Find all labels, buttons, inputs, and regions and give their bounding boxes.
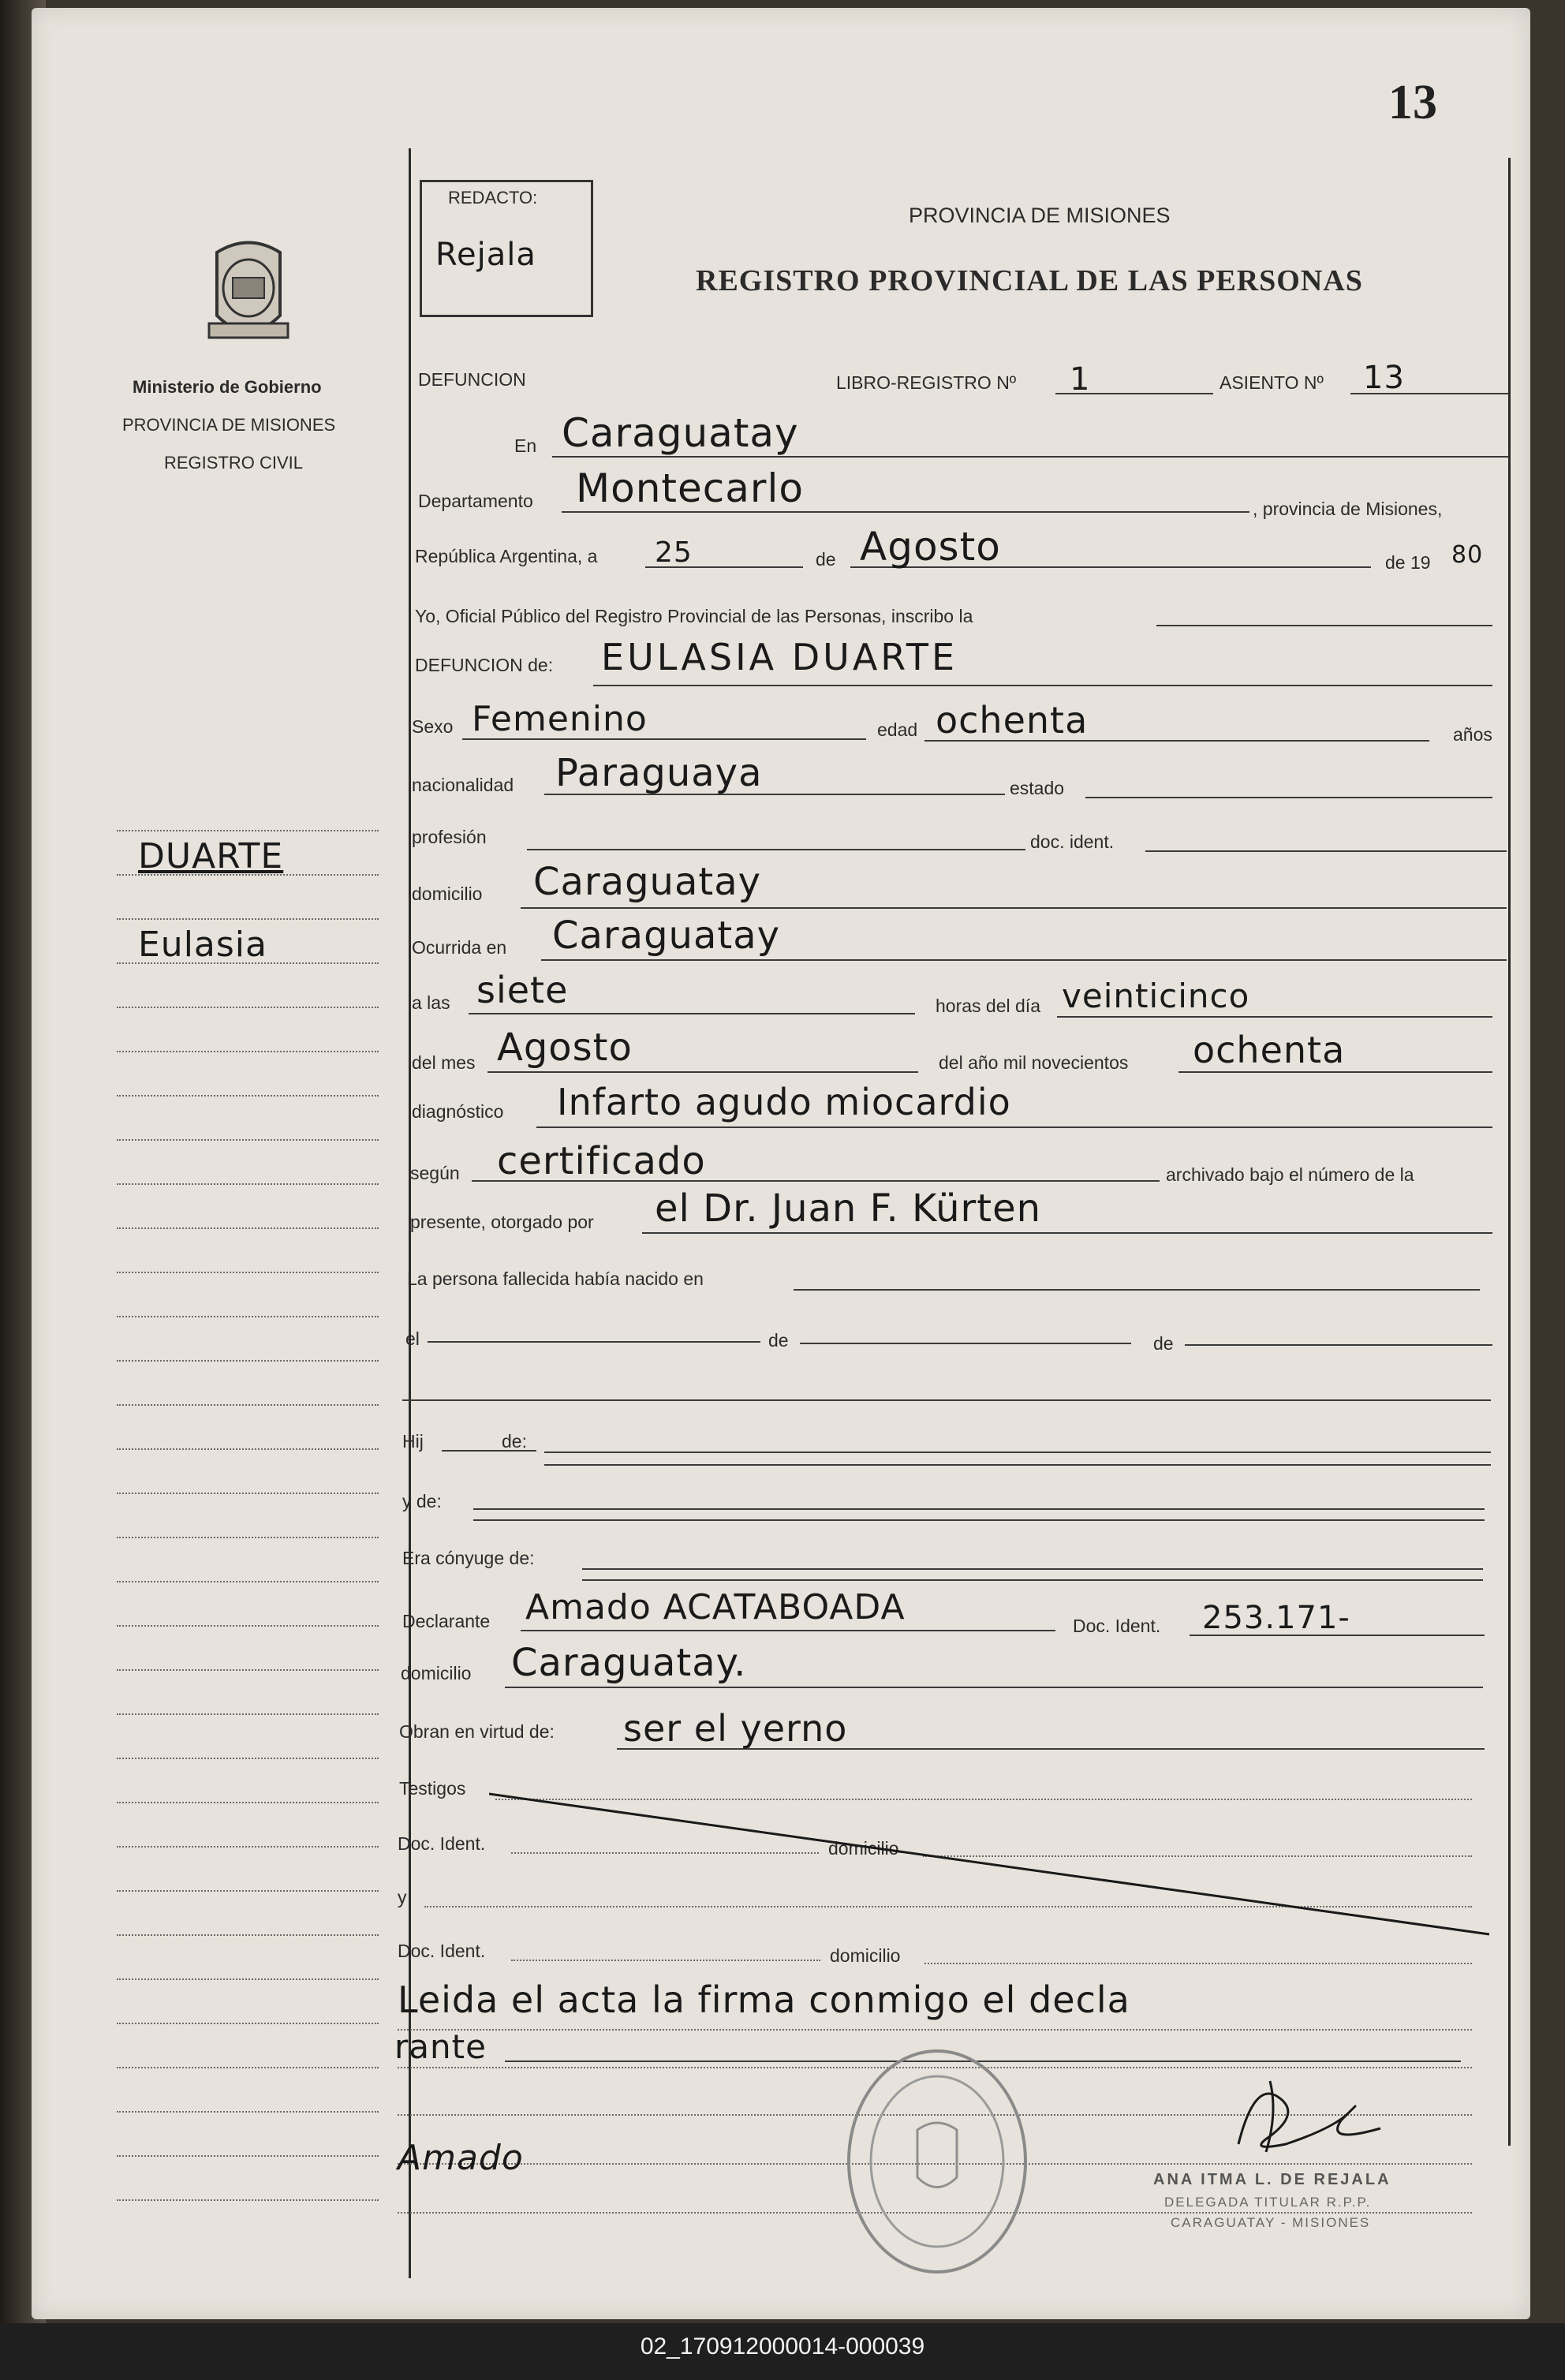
margin-ruled-line [117, 1139, 379, 1141]
margin-ruled-line [117, 1316, 379, 1317]
sexo-value: Femenino [472, 699, 648, 739]
segun-label: según [410, 1163, 460, 1183]
official-stamp-line1: ANA ITMA L. DE REJALA [1153, 2171, 1391, 2188]
ocurrida-value: Caraguatay [552, 914, 781, 958]
departamento-line [562, 511, 1249, 513]
doc-ident-line [1145, 850, 1507, 852]
republica-label: República Argentina, a [415, 546, 598, 566]
official-stamp-line2: DELEGADA TITULAR R.P.P. [1164, 2195, 1372, 2210]
margin-ruled-line [117, 2199, 379, 2201]
margin-ruled-line [117, 1007, 379, 1008]
yde-line2 [473, 1519, 1485, 1521]
alas-line [469, 1013, 915, 1014]
margin-ruled-line [117, 1448, 379, 1450]
diagnostico-line [536, 1126, 1492, 1128]
yo-line [1156, 625, 1492, 626]
el-line [428, 1341, 760, 1343]
obran-label: Obran en virtud de: [399, 1721, 555, 1742]
nacionalidad-label: nacionalidad [412, 775, 514, 795]
decl-domicilio-value: Caraguatay. [511, 1641, 747, 1685]
right-rule [1508, 158, 1511, 2146]
horas-label: horas del día [936, 996, 1040, 1016]
t-doc2-label: Doc. Ident. [398, 1941, 486, 1961]
de-label: de [816, 549, 836, 570]
domicilio-label: domicilio [412, 884, 483, 904]
declarante-line [521, 1630, 1055, 1631]
margin-ruled-line [117, 1581, 379, 1582]
diagnostico-value: Infarto agudo miocardio [557, 1081, 1011, 1123]
redacto-label: REDACTO: [448, 188, 538, 207]
horas-value: veinticinco [1062, 977, 1250, 1015]
libro-value: 1 [1070, 361, 1091, 398]
diagnostico-label: diagnóstico [412, 1101, 504, 1122]
hij-label: Hij [402, 1431, 424, 1452]
margin-ruled-line [117, 1758, 379, 1759]
margin-ruled-line [117, 1272, 379, 1273]
nacionalidad-value: Paraguaya [555, 751, 763, 795]
yo-label: Yo, Oficial Público del Registro Provincial de las Personas, inscribo la [415, 606, 973, 626]
margin-ruled-line [117, 2111, 379, 2113]
asiento-label: ASIENTO Nº [1220, 372, 1324, 393]
ocurrida-label: Ocurrida en [412, 937, 507, 958]
delmes-value: Agosto [497, 1026, 633, 1070]
alas-label: a las [412, 992, 450, 1013]
defuncion-de-line [593, 685, 1492, 686]
hij-de-line2 [544, 1464, 1491, 1466]
declarante-label: Declarante [402, 1611, 491, 1631]
hij-de-label: de: [502, 1431, 527, 1452]
edad-label: edad [877, 719, 918, 740]
margin-surname: DUARTE [138, 836, 284, 876]
margin-ruled-line [117, 1802, 379, 1803]
delano-value: ochenta [1193, 1029, 1346, 1071]
testigos-label: Testigos [399, 1778, 466, 1799]
closing-line1-rule [398, 2029, 1472, 2031]
de1-label: de [768, 1330, 789, 1351]
margin-ruled-line [117, 1934, 379, 1936]
header-province: PROVINCIA DE MISIONES [909, 204, 1171, 227]
margin-ruled-line [117, 1051, 379, 1052]
redacto-value: Rejala [435, 237, 536, 273]
delano-line [1178, 1071, 1492, 1073]
yde-label: y de: [402, 1491, 442, 1511]
ministry-line2: PROVINCIA DE MISIONES [122, 415, 336, 435]
decl-doc-value: 253.171- [1202, 1600, 1350, 1636]
month-value: Agosto [860, 524, 1001, 570]
closing-line1: Leida el acta la firma conmigo el decla [398, 1978, 1130, 2021]
nacido-label: La persona fallecida había nacido en [407, 1268, 704, 1289]
conyuge-line2 [582, 1579, 1483, 1581]
en-label: En [514, 435, 537, 456]
margin-ruled-line [117, 918, 379, 920]
horas-line [1057, 1016, 1492, 1018]
t-doc2-line [511, 1960, 820, 1961]
year-value: 80 [1451, 541, 1484, 569]
presente-label: presente, otorgado por [410, 1212, 594, 1232]
margin-ruled-line [117, 1183, 379, 1185]
alas-value: siete [476, 969, 569, 1011]
margin-given-name: Eulasia [138, 925, 267, 965]
provincia-label: , provincia de Misiones, [1253, 499, 1443, 519]
yde-line [473, 1508, 1485, 1510]
margin-ruled-line [117, 1493, 379, 1494]
decl-domicilio-label: domicilio [401, 1663, 472, 1683]
de2-label: de [1153, 1333, 1174, 1354]
margin-ruled-line [117, 1360, 379, 1362]
margin-ruled-line [117, 2155, 379, 2157]
decl-doc-label: Doc. Ident. [1073, 1616, 1161, 1636]
profesion-label: profesión [412, 827, 487, 847]
segun-value: certificado [497, 1139, 706, 1183]
t-dom2-label: domicilio [830, 1945, 901, 1966]
margin-ruled-line [117, 1978, 379, 1980]
margin-ruled-line [117, 1537, 379, 1538]
margin-ruled-line [117, 1404, 379, 1406]
margin-ruled-line [117, 1669, 379, 1671]
sexo-label: Sexo [412, 716, 454, 737]
official-stamp-line3: CARAGUATAY - MISIONES [1171, 2215, 1371, 2230]
closing-line2: rante [394, 2027, 487, 2066]
birth-extra-line [402, 1399, 1491, 1401]
margin-ruled-line [117, 1625, 379, 1627]
coat-of-arms-icon [201, 229, 296, 355]
hij-de-line [544, 1452, 1491, 1453]
testigos-cancel-stroke [489, 1783, 1499, 1941]
margin-ruled-line [117, 2067, 379, 2068]
decl-domicilio-line [505, 1687, 1483, 1688]
day-value: 25 [655, 536, 693, 569]
margin-ruled-line [117, 1713, 379, 1715]
libro-label: LIBRO-REGISTRO Nº [836, 372, 1017, 393]
departamento-label: Departamento [418, 491, 533, 511]
declarante-value: Amado ACATABOADA [525, 1587, 906, 1627]
margin-ruled-line [117, 1890, 379, 1892]
presente-value: el Dr. Juan F. Kürten [655, 1186, 1042, 1231]
domicilio-line [521, 907, 1507, 909]
margin-ruled-line [117, 1095, 379, 1097]
delmes-line [487, 1071, 918, 1073]
defuncion-de-value: EULASIA DUARTE [601, 636, 958, 678]
t-y-label: y [398, 1887, 407, 1907]
conyuge-line [582, 1568, 1483, 1570]
en-line [552, 456, 1508, 458]
en-value: Caraguatay [562, 410, 799, 456]
edad-value: ochenta [936, 699, 1089, 742]
margin-ruled-line [117, 1227, 379, 1229]
conyuge-label: Era cónyuge de: [402, 1548, 535, 1568]
obran-value: ser el yerno [623, 1707, 848, 1750]
file-name: 02_170912000014-000039 [640, 2333, 925, 2359]
delmes-label: del mes [412, 1052, 476, 1073]
defuncion-de-label: DEFUNCION de: [415, 655, 554, 675]
el-label: el [405, 1328, 420, 1349]
ocurrida-line [541, 959, 1507, 961]
de1-line [800, 1343, 1131, 1344]
t-dom1-label: domicilio [828, 1838, 899, 1859]
delano-label: del año mil novecientos [939, 1052, 1129, 1073]
t-doc1-label: Doc. Ident. [398, 1833, 486, 1854]
declarant-signature: Amado [398, 2138, 524, 2178]
de2-line [1185, 1344, 1492, 1346]
registry-stamp-icon [842, 2043, 1032, 2280]
estado-line [1085, 797, 1492, 798]
asiento-value: 13 [1363, 360, 1405, 396]
estado-label: estado [1010, 778, 1065, 798]
header-registry: REGISTRO PROVINCIAL DE LAS PERSONAS [696, 264, 1363, 297]
page-number: 13 [1388, 76, 1437, 129]
domicilio-value: Caraguatay [533, 860, 762, 904]
margin-ruled-line [117, 1846, 379, 1848]
ministry-line3: REGISTRO CIVIL [164, 453, 304, 473]
t-dom2-line [924, 1963, 1472, 1964]
presente-line [642, 1232, 1492, 1234]
margin-ruled-line [117, 830, 379, 831]
anos-label: años [1453, 724, 1492, 745]
form-type-label: DEFUNCION [418, 369, 526, 390]
official-signature-icon [1223, 2065, 1404, 2168]
margin-ruled-line [117, 2023, 379, 2024]
departamento-value: Montecarlo [576, 465, 804, 511]
doc-ident-label: doc. ident. [1030, 831, 1115, 852]
profesion-line [527, 849, 1025, 850]
de19-label: de 19 [1385, 552, 1431, 573]
archivado-label: archivado bajo el número de la [1166, 1164, 1414, 1185]
ministry-line1: Ministerio de Gobierno [133, 377, 322, 397]
nacido-line [794, 1289, 1480, 1291]
